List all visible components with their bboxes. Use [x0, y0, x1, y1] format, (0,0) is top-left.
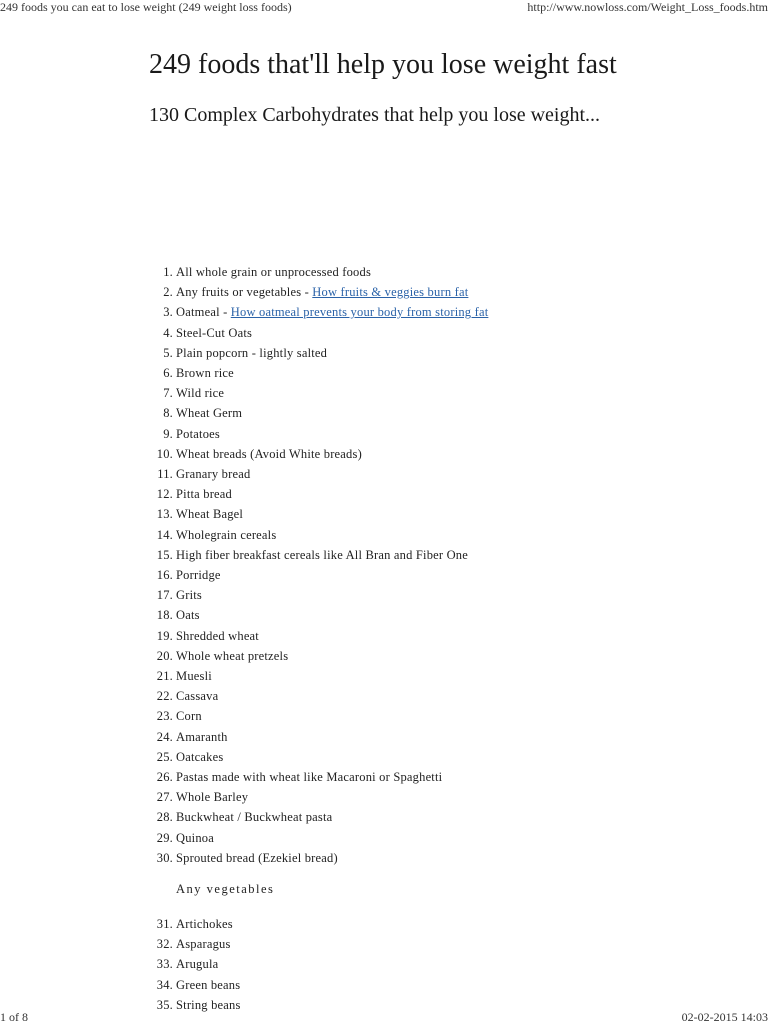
- list-item-number: 11.: [157, 467, 173, 482]
- list-item-text: Oatmeal -: [176, 305, 231, 320]
- list-item: [149, 807, 488, 827]
- list-item-number: 27.: [156, 790, 173, 805]
- list-item-number: 18.: [156, 608, 173, 623]
- list-item: [149, 646, 488, 666]
- list-item-text: Green beans: [176, 977, 241, 992]
- list-item-text: Quinoa: [176, 830, 214, 845]
- list-item-number: 9.: [163, 426, 173, 441]
- list-item: [149, 323, 488, 343]
- list-item-number: 8.: [163, 406, 173, 421]
- list-item-number: 25.: [156, 749, 173, 764]
- article: [149, 46, 629, 1012]
- list-item-text: Plain popcorn - lightly salted: [176, 345, 328, 360]
- list-item-text: Steel-Cut Oats: [176, 325, 253, 340]
- list-item-text: All whole grain or unprocessed foods: [176, 265, 372, 279]
- list-item: [149, 727, 488, 747]
- list-item: [149, 262, 488, 282]
- list-item: [149, 914, 241, 934]
- list-item-text: Corn: [176, 709, 202, 724]
- list-item: [149, 363, 488, 383]
- list-item-number: 15.: [156, 547, 173, 562]
- list-item-text: Wheat Bagel: [176, 507, 244, 522]
- list-item-text: Amaranth: [176, 729, 228, 744]
- list-item: [149, 747, 488, 767]
- list-item: [149, 828, 488, 848]
- list-item-text: Whole wheat pretzels: [176, 648, 289, 663]
- list-item: [149, 464, 488, 484]
- list-item-number: 31.: [156, 917, 173, 931]
- list-item-text: Oatcakes: [176, 749, 224, 764]
- list-item-text: Wheat breads (Avoid White breads): [176, 446, 362, 461]
- list-item-text: Granary bread: [176, 467, 251, 482]
- list-item-text: Buckwheat / Buckwheat pasta: [176, 810, 333, 825]
- list-item-number: 20.: [156, 648, 173, 663]
- list-item-number: 6.: [163, 366, 173, 381]
- list-item: [149, 995, 241, 1015]
- list-item-number: 3.: [163, 305, 173, 320]
- print-header-title: 249 foods you can eat to lose weight (249 weight loss foods): [0, 0, 292, 14]
- list-item-number: 13.: [156, 507, 173, 522]
- list-item-number: 19.: [156, 628, 173, 643]
- list-item-text: Pitta bread: [176, 487, 233, 502]
- list-item-text: Artichokes: [176, 917, 233, 931]
- list-item: [149, 787, 488, 807]
- list-item-number: 33.: [156, 957, 173, 972]
- list-item: [149, 585, 488, 605]
- food-list-carbohydrates: [149, 262, 488, 868]
- list-item-text: Brown rice: [176, 366, 234, 381]
- list-item: [149, 565, 488, 585]
- list-item[interactable]: [149, 302, 488, 322]
- list-item: [149, 706, 488, 726]
- list-item-number: 24.: [156, 729, 173, 744]
- print-header-url: http://www.nowloss.com/Weight_Loss_foods.htm: [527, 0, 768, 14]
- list-item-text: High fiber breakfast cereals like All Bran and Fiber One: [176, 547, 469, 562]
- list-item-number: 29.: [156, 830, 173, 845]
- list-item: [149, 934, 241, 954]
- list-item-number: 17.: [156, 588, 173, 603]
- list-item-number: 14.: [156, 527, 173, 542]
- list-item-number: 23.: [156, 709, 173, 724]
- list-item-number: 4.: [163, 325, 173, 340]
- list-item: [149, 424, 488, 444]
- list-item-text: Shredded wheat: [176, 628, 259, 643]
- list-item-text: Potatoes: [176, 426, 220, 441]
- print-footer-datetime: 02-02-2015 14:03: [681, 1010, 768, 1024]
- list-item-number: 35.: [156, 997, 173, 1012]
- list-item-link[interactable]: How oatmeal prevents your body from storing fat: [230, 305, 489, 320]
- list-item-number: 30.: [156, 850, 173, 865]
- list-item: [149, 848, 488, 868]
- list-item: [149, 626, 488, 646]
- list-item: [149, 545, 488, 565]
- list-item-text: Pastas made with wheat like Macaroni or Spaghetti: [176, 770, 443, 785]
- list-item-number: 26.: [156, 770, 173, 785]
- list-item: [149, 686, 488, 706]
- list-item-number: 34.: [156, 977, 173, 992]
- list-item-text: String beans: [176, 997, 241, 1012]
- list-item-text: Sprouted bread (Ezekiel bread): [176, 850, 338, 865]
- list-item-text: Arugula: [176, 957, 219, 972]
- section-heading: 130 Complex Carbohydrates that help you lose weight...: [149, 104, 601, 126]
- list-item: [149, 403, 488, 423]
- list-item-number: 32.: [156, 937, 173, 952]
- list-item: [149, 975, 241, 995]
- list-item: [149, 504, 488, 524]
- list-item-number: 22.: [156, 689, 173, 704]
- list-item-link[interactable]: How fruits & veggies burn fat: [312, 285, 469, 300]
- list-item-text: Cassava: [176, 689, 219, 704]
- list-item-text: Any fruits or vegetables -: [176, 285, 313, 300]
- list-item-text: Grits: [176, 588, 202, 603]
- list-item: [149, 383, 488, 403]
- subsection-label: Any vegetables: [176, 882, 275, 896]
- list-item-number: 10.: [156, 446, 173, 461]
- list-item-text: Wholegrain cereals: [176, 527, 277, 542]
- list-item-number: 28.: [156, 810, 173, 825]
- list-item-text: Muesli: [176, 669, 212, 684]
- print-footer-page-count: 1 of 8: [0, 1010, 28, 1024]
- list-item: [149, 605, 488, 625]
- list-item-number: 12.: [156, 487, 173, 502]
- list-item: [149, 444, 488, 464]
- list-item-text: Oats: [176, 608, 200, 623]
- list-item-text: Wild rice: [176, 386, 225, 401]
- food-list-vegetables: [149, 914, 241, 1015]
- list-item-number: 1.: [163, 265, 173, 279]
- list-item: [149, 484, 488, 504]
- list-item-number: 16.: [156, 568, 173, 583]
- list-item-text: Asparagus: [176, 937, 231, 952]
- page-title: 249 foods that'll help you lose weight fast: [149, 49, 617, 80]
- list-item-text: Whole Barley: [176, 790, 249, 805]
- list-item: [149, 954, 241, 974]
- list-item-number: 7.: [163, 386, 173, 401]
- list-item: [149, 525, 488, 545]
- list-item-text: Wheat Germ: [176, 406, 243, 421]
- list-item-text: Porridge: [176, 568, 221, 583]
- list-item[interactable]: [149, 282, 488, 302]
- list-item-number: 21.: [156, 669, 173, 684]
- list-item: [149, 666, 488, 686]
- list-item-number: 2.: [163, 285, 173, 300]
- list-item-number: 5.: [163, 345, 173, 360]
- list-item: [149, 767, 488, 787]
- list-item: [149, 343, 488, 363]
